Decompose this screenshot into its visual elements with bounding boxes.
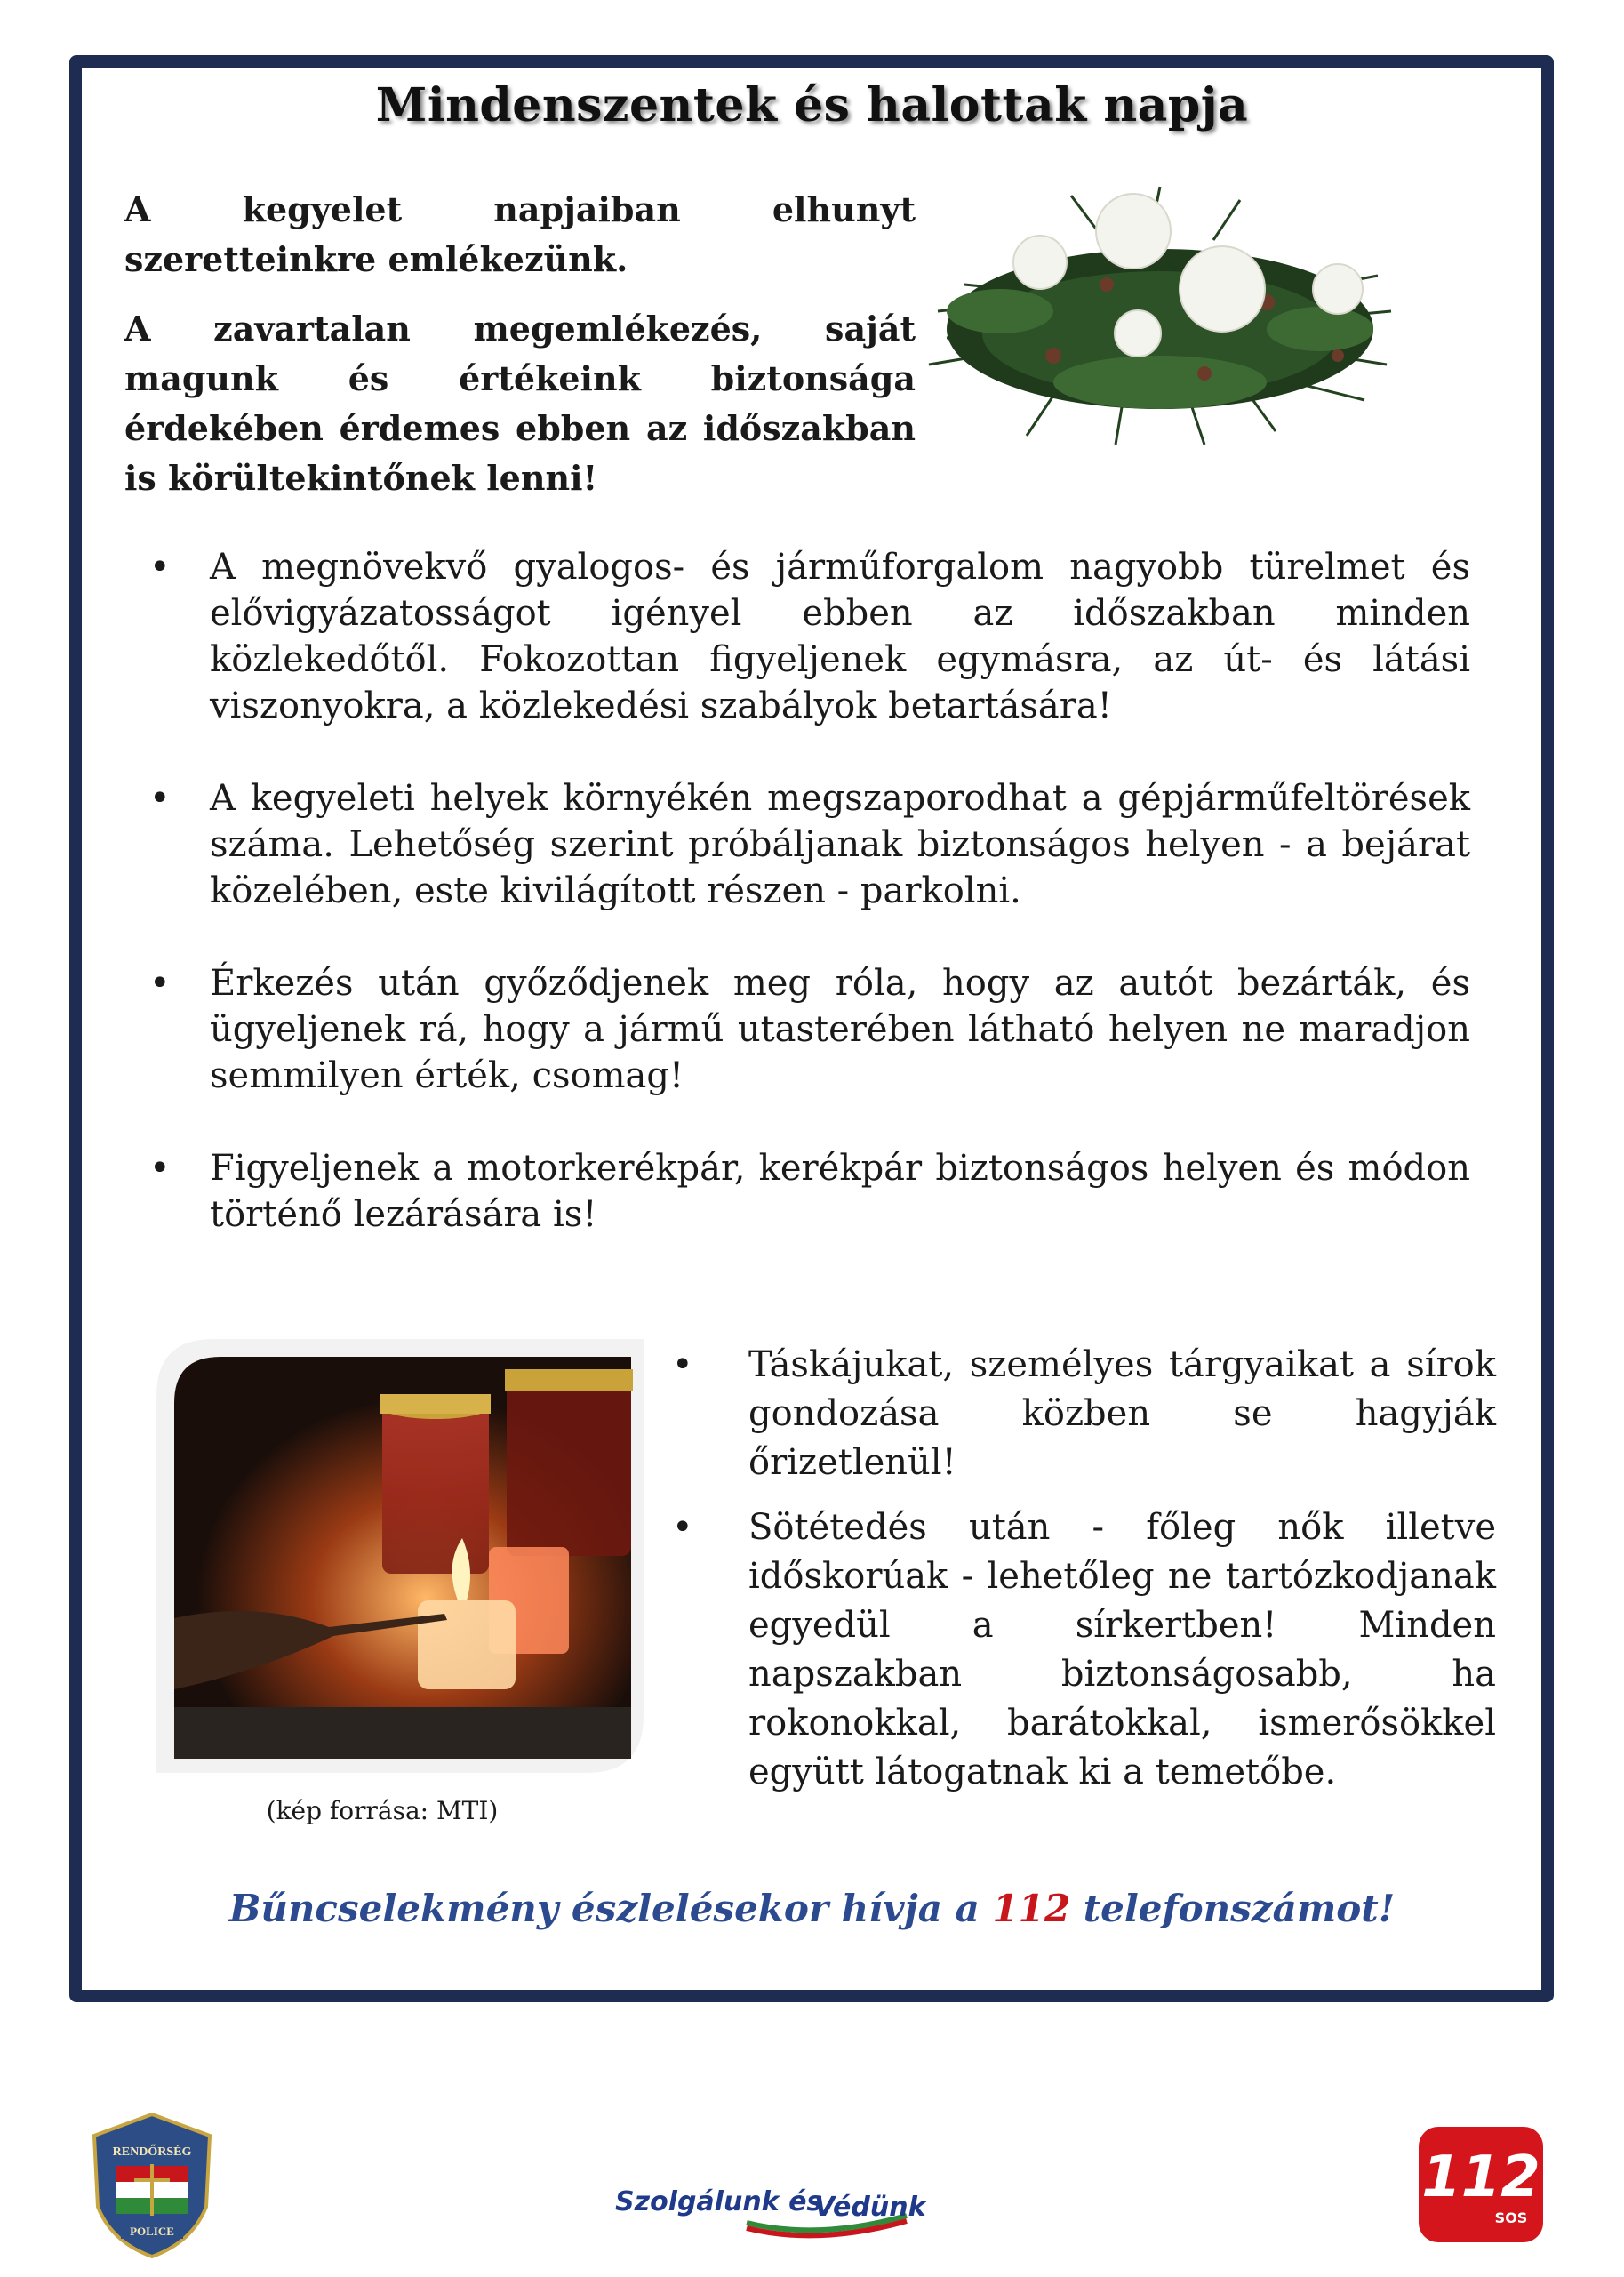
list-item xyxy=(69,544,1474,729)
list-item xyxy=(69,1145,1474,1238)
flower-wreath-image xyxy=(920,178,1400,453)
intro-text xyxy=(124,185,916,523)
slogan-text-1: Szolgálunk és xyxy=(615,2186,823,2217)
list-item-text: Táskájukat, személyes tárgyaikat a sírok gondozása közben se hagyják őrizetlenül! xyxy=(748,1344,1496,1483)
slogan-text-2: Védünk xyxy=(814,2192,926,2223)
cta-suffix: telefonszámot! xyxy=(1070,1887,1396,1930)
photo-caption: (kép forrása: MTI) xyxy=(266,1796,499,1825)
bullet-icon: • xyxy=(672,1507,693,1548)
bullet-icon: • xyxy=(149,963,171,1004)
list-item xyxy=(665,1341,1496,1487)
bullet-icon: • xyxy=(149,547,171,588)
bullet-icon: • xyxy=(149,1148,171,1189)
main-bullet-list xyxy=(69,544,1474,1284)
candle-photo xyxy=(151,1334,649,1778)
intro-paragraph: A kegyelet napjaiban elhunyt szeretteinkre emlékezünk. xyxy=(124,189,916,279)
list-item xyxy=(69,960,1474,1099)
bullet-icon: • xyxy=(149,778,171,819)
intro-paragraph: A zavartalan megemlékezés, saját magunk és értékeink biztonsága érdekében érdemes ebben az időszakban is körültekintőnek lenni! xyxy=(124,309,916,498)
police-badge-logo xyxy=(85,2109,219,2260)
page-title: Mindenszentek és halottak napja xyxy=(375,78,1249,132)
slogan-logo xyxy=(613,2171,933,2242)
list-item-text: Érkezés után győződjenek meg róla, hogy az autót bezárták, és ügyeljenek rá, hogy a jármű utasterében látható helyen ne maradjon semmilyen érték, csomag! xyxy=(210,963,1470,1096)
badge-bottom-text: POLICE xyxy=(130,2225,174,2238)
sos-label-text: SOS xyxy=(1494,2209,1528,2226)
cta-prefix: Bűncselekmény észlelésekor hívja a xyxy=(228,1887,993,1930)
list-item xyxy=(665,1503,1496,1797)
side-bullet-list xyxy=(665,1341,1496,1813)
list-item xyxy=(69,775,1474,914)
call-to-action xyxy=(0,1887,1624,1930)
sos-number-text: 112 xyxy=(1421,2145,1540,2210)
list-item-text: Sötétedés után - főleg nők illetve időskorúak - lehetőleg ne tartózkodjanak egyedül a sírkertben! Minden napszakban biztonságosabb, ha rokonokkal, barátokkal, ismerősökkel együtt látogatnak ki a temetőbe. xyxy=(748,1507,1496,1792)
list-item-text: Figyeljenek a motorkerékpár, kerékpár biztonságos helyen és módon történő lezárására is! xyxy=(210,1148,1470,1235)
list-item-text: A megnövekvő gyalogos- és járműforgalom nagyobb türelmet és elővigyázatosságot igényel ebben az időszakban minden közlekedőtől. Fokozottan figyeljenek egymásra, az út- és látási viszonyokra, a közlekedési szabályok betartására! xyxy=(210,547,1470,726)
list-item-text: A kegyeleti helyek környékén megszaporodhat a gépjárműfeltörések száma. Lehetőség szerint próbáljanak biztonságos helyen - a bejárat közelében, este kivilágított részen - parkolni. xyxy=(210,778,1470,911)
sos-112-logo xyxy=(1415,2123,1547,2246)
bullet-icon: • xyxy=(672,1344,693,1385)
emergency-number: 112 xyxy=(992,1887,1071,1930)
badge-top-text: RENDŐRSÉG xyxy=(112,2145,192,2159)
